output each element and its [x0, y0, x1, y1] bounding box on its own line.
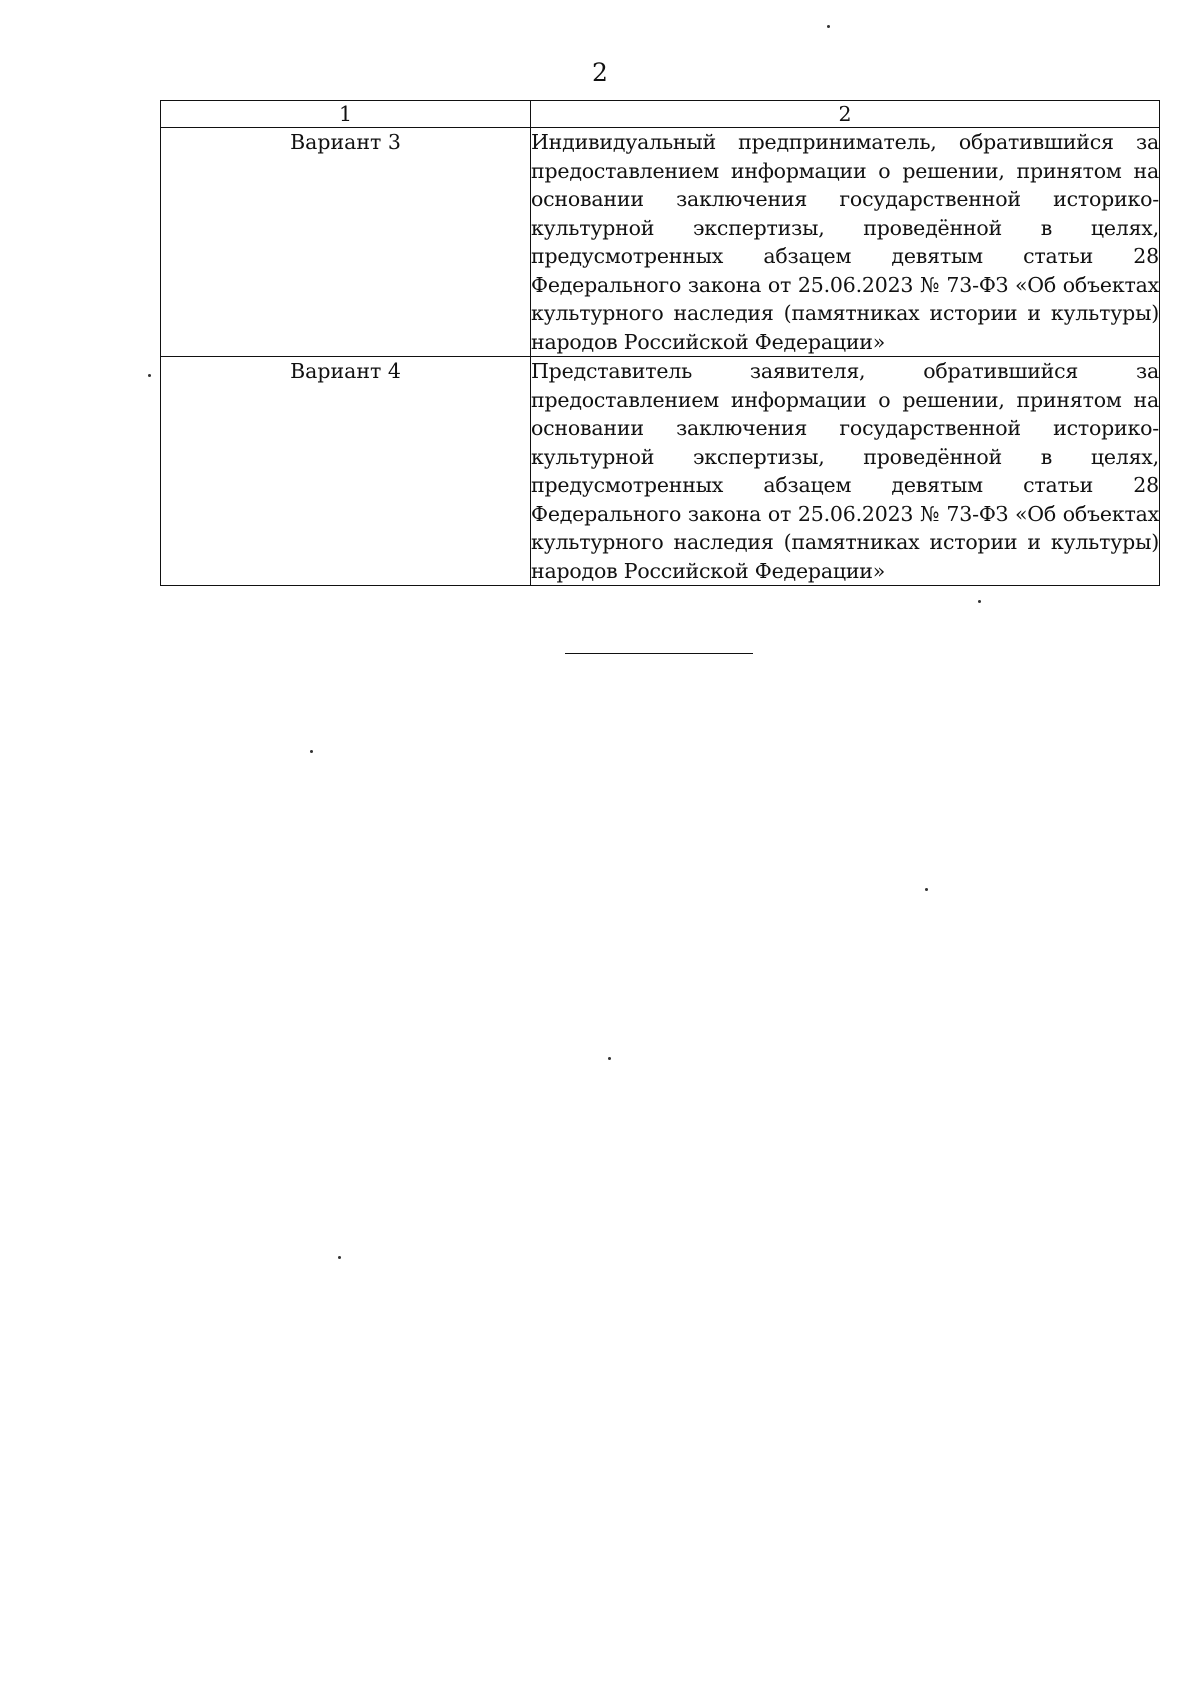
scan-speck: [608, 1057, 611, 1060]
scan-speck: [978, 600, 981, 603]
page-number: 2: [592, 58, 608, 87]
variants-table: [160, 100, 1160, 586]
variant-description: Представитель заявителя, обратившийся за предоставлением информации о решении, принятом на основании заключения государственной историко-культурной экспертизы, проведённой в целях, предусмотренных абзацем девятым статьи 28 Федерального закона от 25.06.2023 № 73-ФЗ «Об объектах культурного наследия (памятниках истории и культуры) народов Российской Федерации»: [531, 357, 1160, 586]
variant-label: Вариант 4: [161, 357, 531, 586]
end-rule-divider: [565, 653, 753, 654]
table-header-row: [161, 101, 1160, 128]
column-header-2: 2: [531, 101, 1160, 128]
variant-description: Индивидуальный предприниматель, обратившийся за предоставлением информации о решении, принятом на основании заключения государственной историко-культурной экспертизы, проведённой в целях, предусмотренных абзацем девятым статьи 28 Федерального закона от 25.06.2023 № 73-ФЗ «Об объектах культурного наследия (памятниках истории и культуры) народов Российской Федерации»: [531, 128, 1160, 357]
scan-speck: [310, 750, 313, 753]
scan-speck: [925, 888, 928, 891]
column-header-1: 1: [161, 101, 531, 128]
scan-speck: [148, 374, 151, 377]
table-row: [161, 357, 1160, 586]
scan-speck: [827, 25, 830, 28]
table-row: [161, 128, 1160, 357]
variant-label: Вариант 3: [161, 128, 531, 357]
scan-speck: [338, 1256, 341, 1259]
